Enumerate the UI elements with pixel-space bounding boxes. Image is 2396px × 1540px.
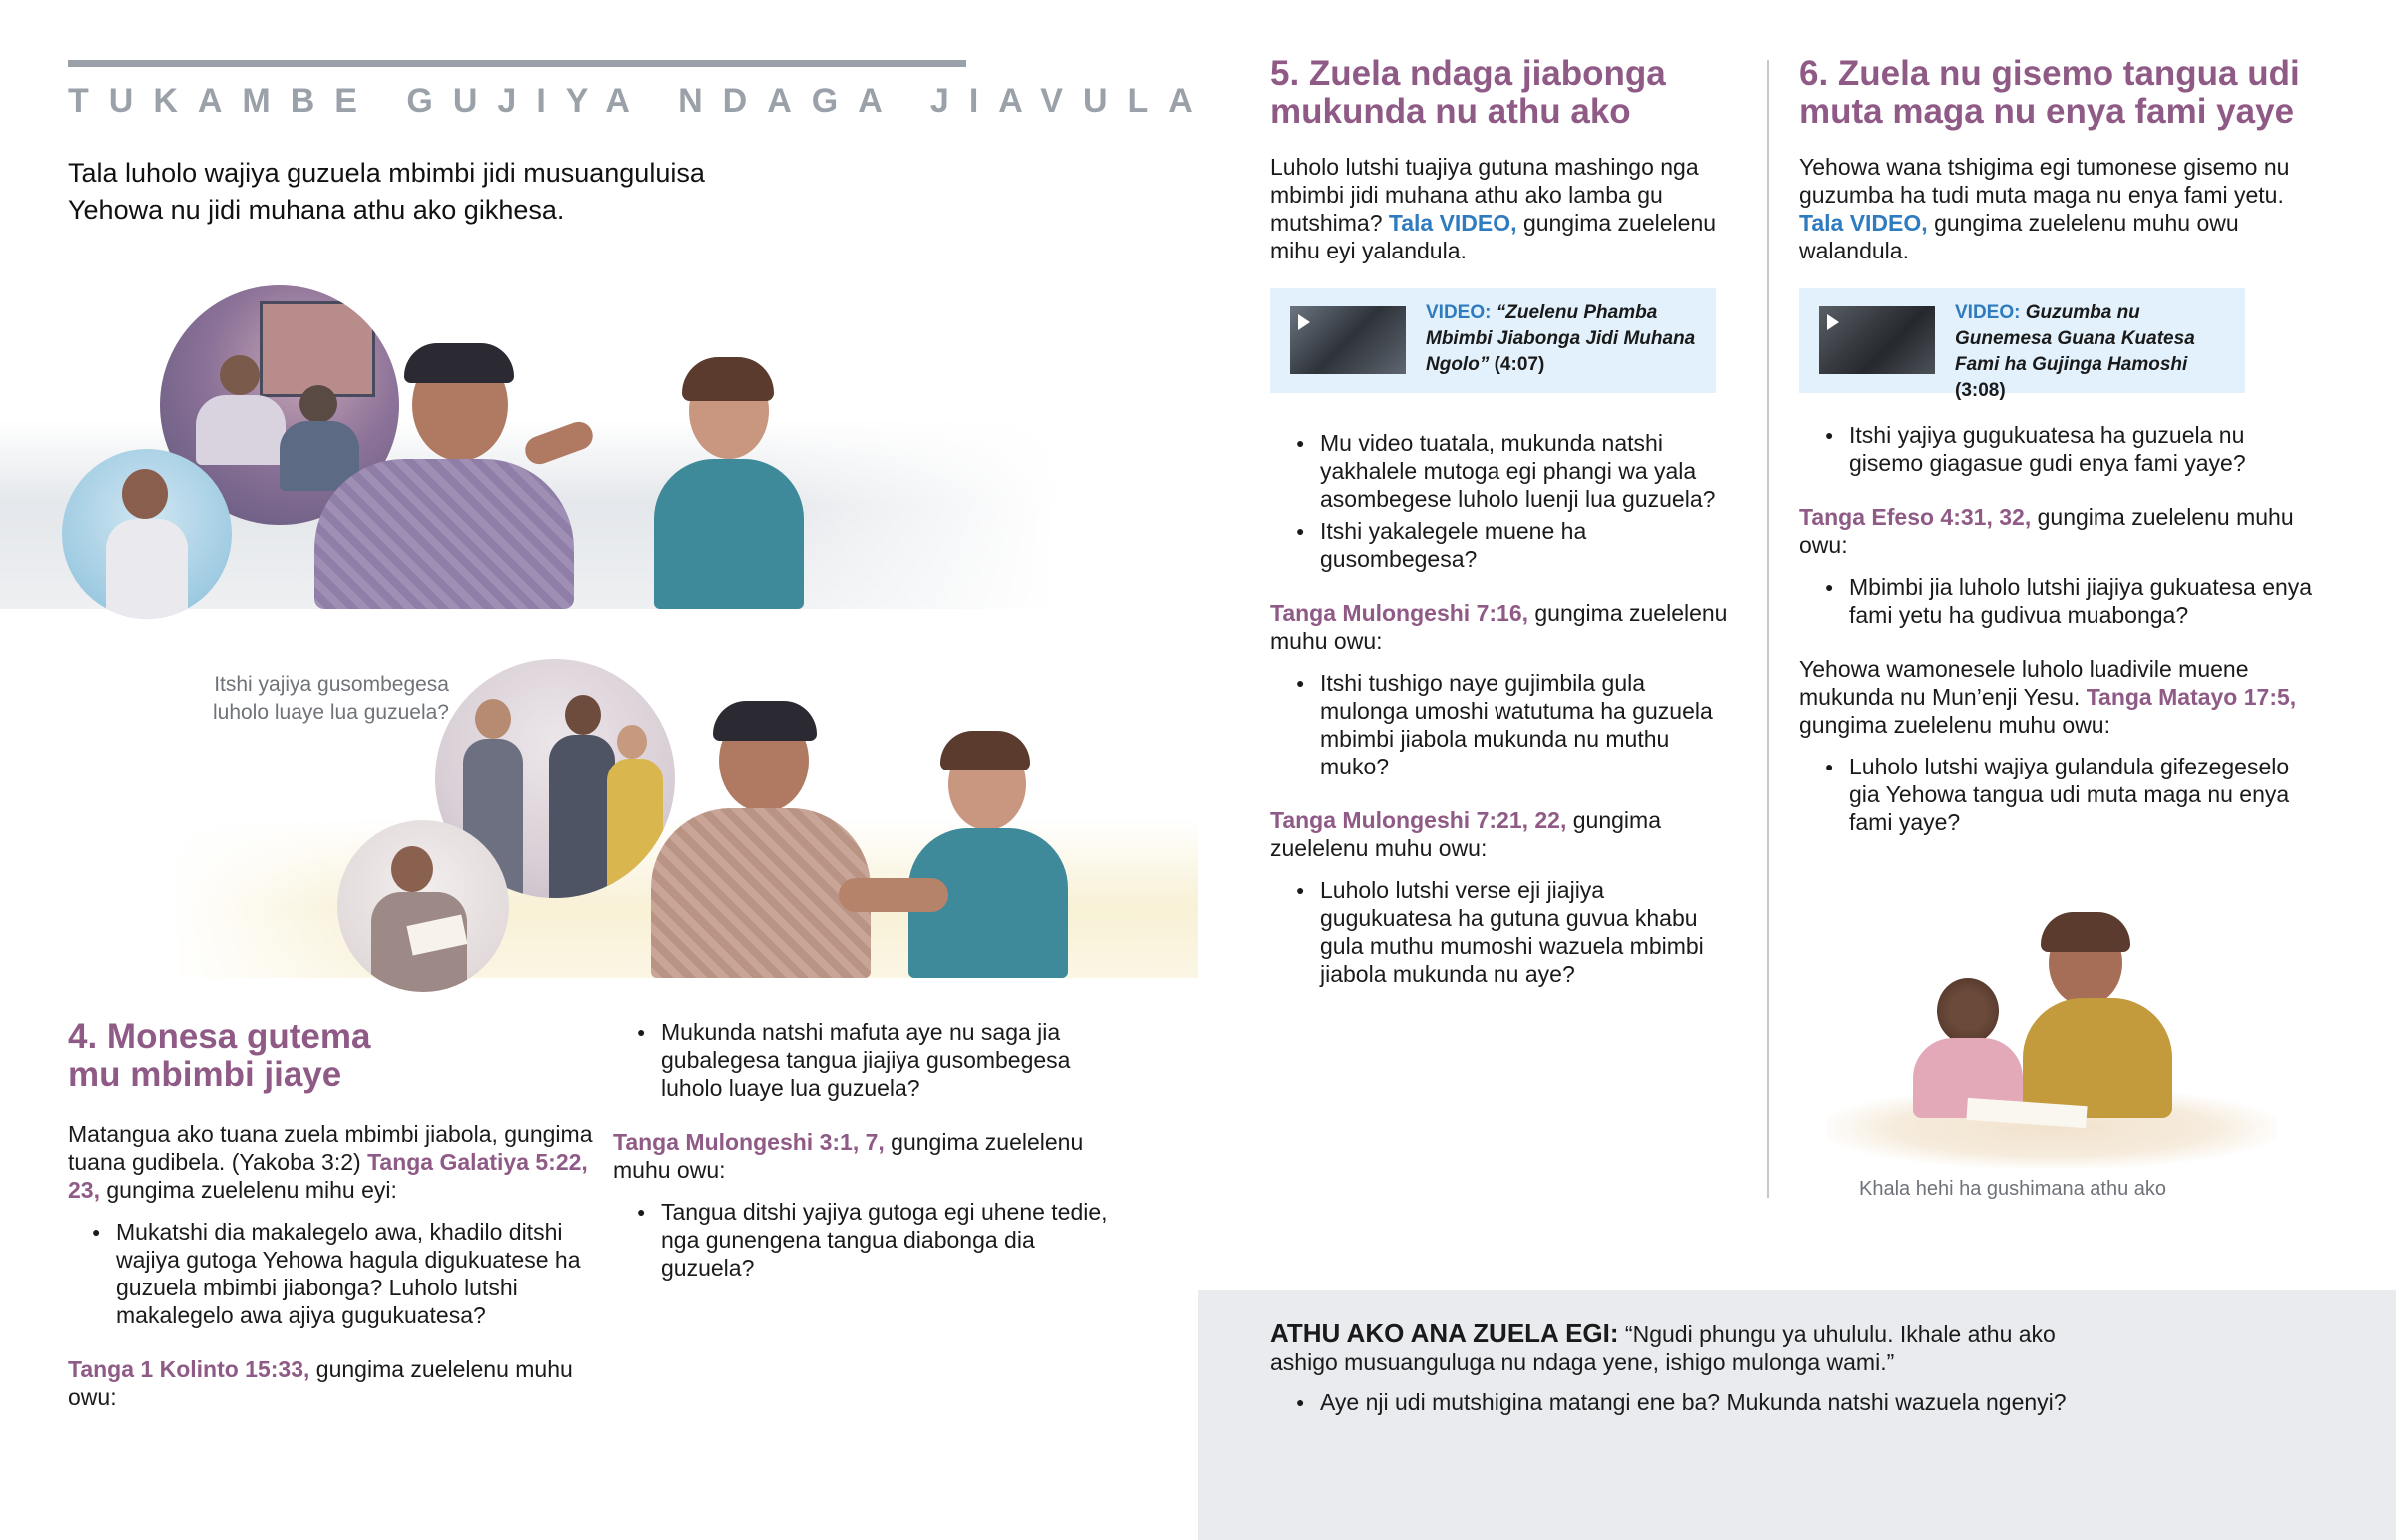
- illustration-angry-man: [304, 349, 604, 609]
- section-5-bullet-3: ● Itshi tushigo naye gujimbila gula mulonga umoshi watutuma ha guzuela mbimbi jiabola mukunda nu muthu muko?: [1296, 669, 1739, 780]
- section-5-paragraph-2: Tanga Mulongeshi 7:16, gungima zuelelenu muhu owu:: [1270, 600, 1728, 654]
- scripture-ref-mulongeshi-7-21[interactable]: Tanga Mulongeshi 7:21, 22,: [1270, 807, 1567, 833]
- section-6-bullet-1: ● Itshi yajiya gugukuatesa ha guzuela nu gisemo giagasue gudi enya fami yaye?: [1825, 421, 2318, 477]
- illustration-headphones-circle: [62, 449, 232, 619]
- section-5-title-line2: mukunda nu athu ako: [1270, 92, 1631, 131]
- illustration-couple-talking: [649, 699, 1078, 978]
- section-6: [1799, 55, 2318, 836]
- video-thumbnail[interactable]: [1290, 306, 1406, 374]
- section-5-paragraph-1: Luholo lutshi tuajiya gutuna mashingo nga mbimbi jidi muhana athu ako lamba gu mutshima? Tala VIDEO, gungima zuelelenu mihu eyi yalandula.: [1270, 154, 1717, 263]
- video-box-1[interactable]: [1270, 288, 1716, 393]
- section-5-bullet-4: ● Luholo lutshi verse eji jiajiya gugukuatesa ha gutuna guvua khabu gula muthu mumoshi wazuela mbimbi jiabola mukunda nu aye?: [1296, 876, 1739, 988]
- column-divider: [1767, 60, 1769, 1198]
- section-4-paragraph-1: Matangua ako tuana zuela mbimbi jiabola, gungima tuana gudibela. (Yakoba 3:2) Tanga Galatiya 5:22, 23, gungima zuelelenu mihu eyi:: [68, 1121, 593, 1203]
- section-4-col2: [613, 1018, 1132, 1282]
- section-5-bullet-1: ● Mu video tuatala, mukunda natshi yakhalele mutoga egi phangi wa yala asombegese luholo luenji lua guzuela?: [1296, 429, 1739, 513]
- video-link[interactable]: Tala VIDEO,: [1799, 210, 1928, 236]
- video-title-1[interactable]: VIDEO: “Zuelenu Phamba Mbimbi Jiabonga Jidi Muhana Ngolo” (4:07): [1426, 302, 1696, 375]
- intro-text: Tala luholo wajiya guzuela mbimbi jidi musuanguluisa Yehowa nu jidi muhana athu ako gikhesa.: [68, 158, 705, 225]
- bottom-statement: ATHU AKO ANA ZUELA EGI: “Ngudi phungu ya uhululu. Ikhale athu ako ashigo musuanguluga nu ndaga yene, ishigo mulonga wami.”: [1270, 1318, 2056, 1375]
- section-5-title-line1: 5. Zuela ndaga jiabonga: [1270, 54, 1666, 93]
- scripture-ref-1-kolinto[interactable]: Tanga 1 Kolinto 15:33,: [68, 1356, 310, 1382]
- section-6-paragraph-3: Yehowa wamonesele luholo luadivile muene mukunda nu Mun’enji Yesu. Tanga Matayo 17:5, gungima zuelelenu muhu owu:: [1799, 656, 2297, 738]
- illustration-caption: Itshi yajiya gusombegesa luholo luaye lua guzuela?: [212, 673, 449, 724]
- video-link[interactable]: Tala VIDEO,: [1388, 210, 1517, 236]
- section-4-title: [68, 1018, 587, 1094]
- play-icon[interactable]: [1298, 314, 1310, 330]
- section-6-title-line1: 6. Zuela nu gisemo tangua udi: [1799, 54, 2300, 93]
- scripture-ref-mulongeshi-7-16[interactable]: Tanga Mulongeshi 7:16,: [1270, 600, 1528, 626]
- section-5: [1270, 55, 1739, 988]
- section-4-bullet-2: ● Mukunda natshi mafuta aye nu saga jia gubalegesa tangua jiajiya gusombegesa luholo luaye lua guzuela?: [637, 1018, 1132, 1102]
- video-thumbnail[interactable]: [1819, 306, 1935, 374]
- section-4-title-line2: mu mbimbi jiaye: [68, 1055, 342, 1094]
- illustration-mother-child: [1827, 898, 2276, 1178]
- scripture-ref-matayo[interactable]: Tanga Matayo 17:5,: [2086, 684, 2297, 710]
- scripture-ref-galatiya[interactable]: Tanga Galatiya 5:22, 23,: [68, 1149, 588, 1203]
- page-header-title: TUKAMBE GUJIYA NDAGA JIAVULA: [68, 82, 1213, 120]
- video-title-2[interactable]: VIDEO: Guzumba nu Gunemesa Guana Kuatesa Fami ha Gujinga Hamoshi (3:08): [1955, 302, 2195, 401]
- scripture-ref-efeso[interactable]: Tanga Efeso 4:31, 32,: [1799, 504, 2032, 530]
- section-5-bullet-2: ● Itshi yakalegele muene ha gusombegesa?: [1296, 517, 1739, 573]
- video-box-2[interactable]: [1799, 288, 2245, 401]
- image-caption: Khala hehi ha gushimana athu ako: [1859, 1178, 2167, 1200]
- bottom-bullet: ● Aye nji udi mutshigina matangi ene ba? Mukunda natshi wazuela ngenyi?: [1296, 1388, 2108, 1416]
- section-4-bullet-3: ● Tangua ditshi yajiya gutoga egi uhene tedie, nga gunengena tangua diabonga dia guzuela?: [637, 1198, 1132, 1282]
- section-4-title-line1: 4. Monesa gutema: [68, 1017, 371, 1056]
- section-4-col1: [68, 1120, 597, 1411]
- section-6-bullet-3: ● Luholo lutshi wajiya gulandula gifezegeselo gia Yehowa tangua udi muta maga nu enya fami yaye?: [1825, 753, 2318, 836]
- illustration-woman-listening: [654, 359, 804, 609]
- header-rule: [68, 60, 966, 67]
- scripture-ref-mulongeshi-3[interactable]: Tanga Mulongeshi 3:1, 7,: [613, 1129, 885, 1155]
- section-5-paragraph-3: Tanga Mulongeshi 7:21, 22, gungima zuelelenu muhu owu:: [1270, 807, 1661, 861]
- section-6-paragraph-2: Tanga Efeso 4:31, 32, gungima zuelelenu muhu owu:: [1799, 504, 2294, 558]
- bottom-panel-content: [1270, 1319, 2108, 1416]
- section-6-bullet-2: ● Mbimbi jia luholo lutshi jiajiya gukuatesa enya fami yetu ha gudivua muabonga?: [1825, 573, 2318, 629]
- section-4-bullet-1: ● Mukatshi dia makalegelo awa, khadilo ditshi wajiya gutoga Yehowa hagula digukuatese ha guzuela mbimbi jiabonga? Luholo lutshi makalegelo awa ajiya gugukuatesa?: [92, 1218, 597, 1329]
- section-4-paragraph-2: Tanga 1 Kolinto 15:33, gungima zuelelenu muhu owu:: [68, 1356, 573, 1410]
- section-6-paragraph-1: Yehowa wana tshigima egi tumonese gisemo nu guzumba ha tudi muta maga nu enya fami yetu. Tala VIDEO, gungima zuelelenu muhu owu walandula.: [1799, 154, 2290, 263]
- illustration-reading-circle: [337, 820, 509, 992]
- section-4-paragraph-3: Tanga Mulongeshi 3:1, 7, gungima zuelelenu muhu owu:: [613, 1129, 1084, 1183]
- play-icon[interactable]: [1827, 314, 1839, 330]
- section-6-title-line2: muta maga nu enya fami yaye: [1799, 92, 2295, 131]
